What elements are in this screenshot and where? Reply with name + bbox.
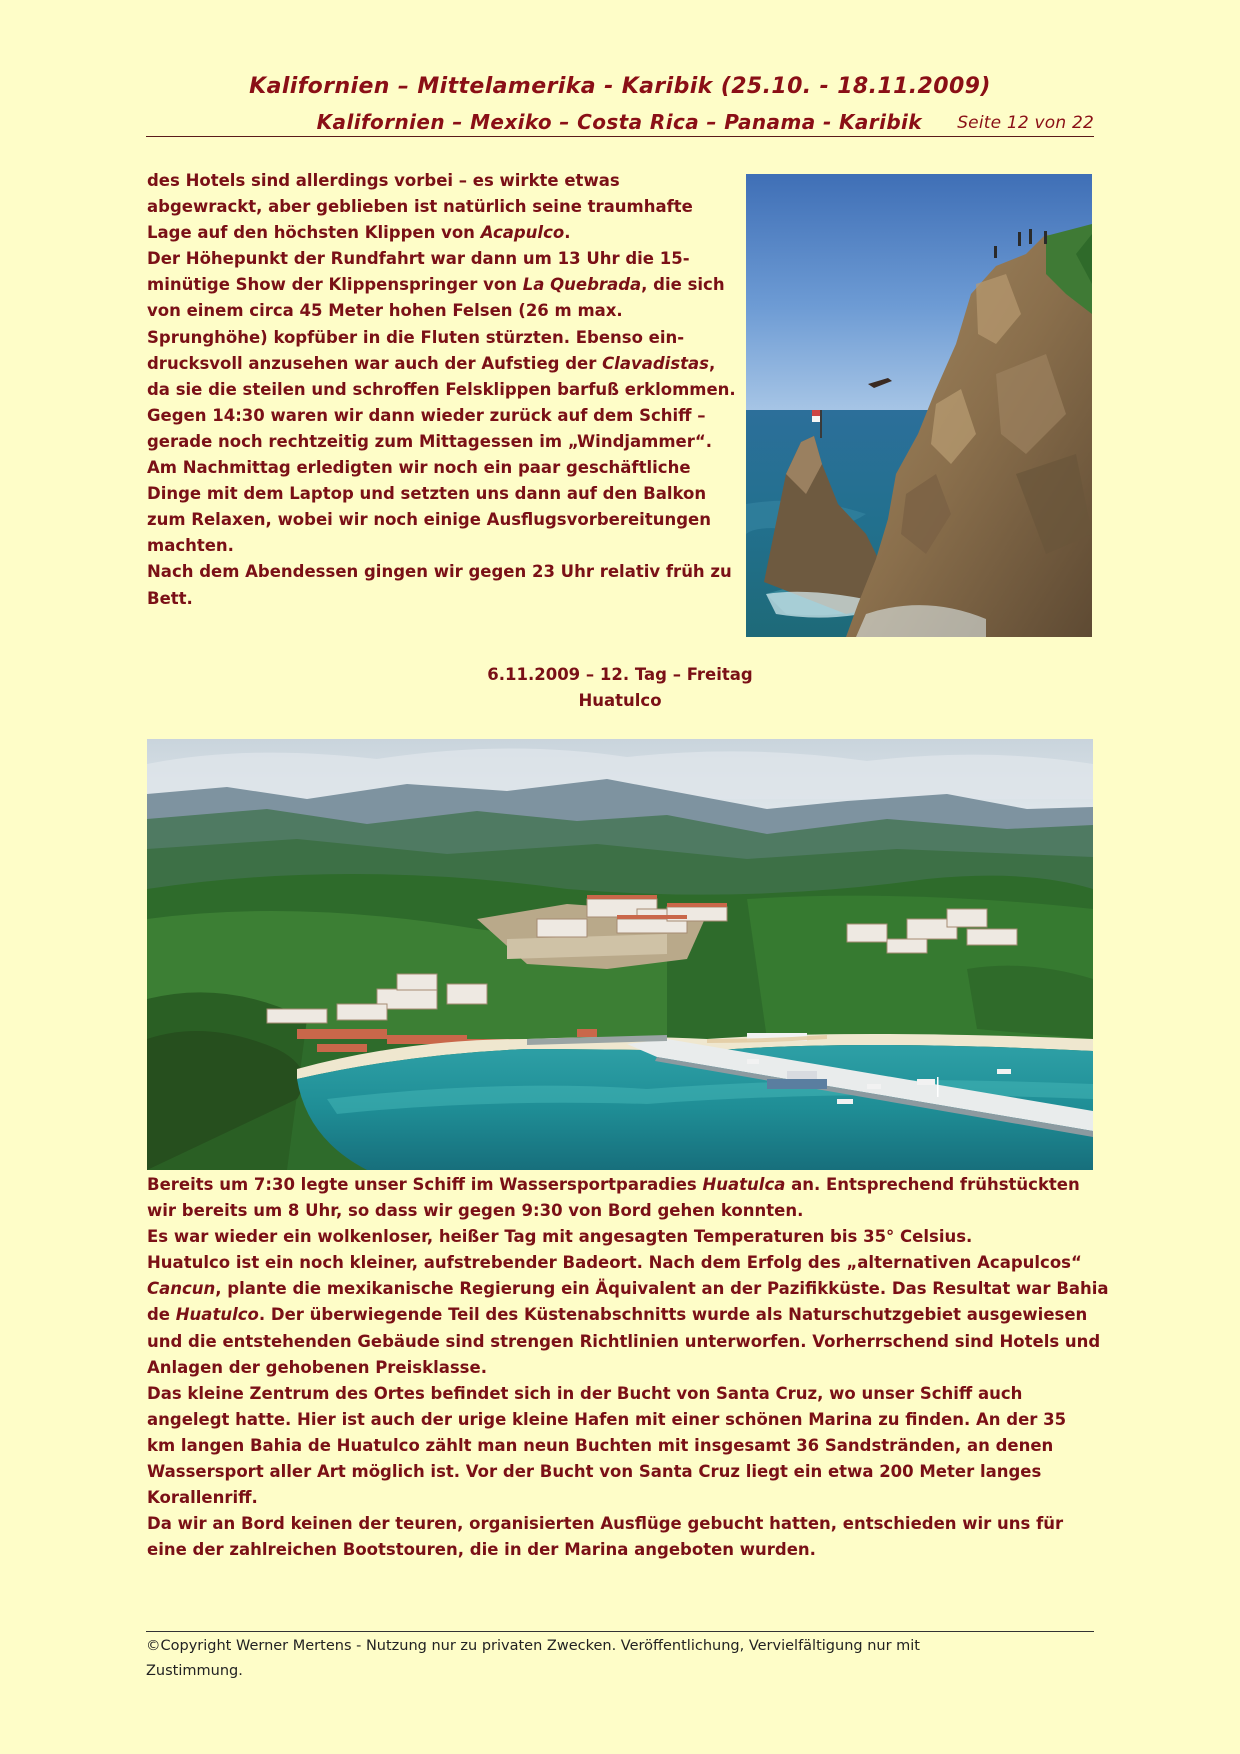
place-name-cancun: Cancun: [147, 1279, 216, 1299]
text-line: [147, 1276, 1109, 1302]
text-line: da sie die steilen und schroffen Felsklippen barfuß erklommen.: [147, 379, 736, 399]
text-span: ,: [709, 353, 716, 373]
text-line: [147, 220, 727, 246]
text-line: gerade noch rechtzeitig zum Mittagessen im „Windjammer“.: [147, 431, 712, 451]
text-line: [147, 1302, 1093, 1328]
text-span: , die sich: [641, 275, 725, 295]
text-line: zum Relaxen, wobei wir noch einige Ausflugsvorbereitungen: [147, 510, 711, 530]
document-subtitle: Kalifornien – Mexiko – Costa Rica – Panama - Karibik: [316, 110, 922, 134]
document-title: Kalifornien – Mittelamerika - Karibik (25.10. - 18.11.2009): [249, 74, 991, 99]
place-name-acapulco: Acapulco: [480, 223, 565, 243]
text-span: Bereits um 7:30 legte unser Schiff im Wassersportparadies: [147, 1175, 703, 1194]
cliff-diver-photo: [746, 174, 1092, 637]
text-line: Korallenriff.: [147, 1488, 258, 1508]
text-line: wir bereits um 8 Uhr, so dass wir gegen 9:30 von Bord gehen konnten.: [147, 1201, 804, 1221]
text-line: Anlagen der gehobenen Preisklasse.: [147, 1357, 487, 1377]
text-line: [147, 1172, 1093, 1198]
text-line: abgewrackt, aber geblieben ist natürlich seine traumhafte: [147, 197, 693, 217]
footer-divider: [146, 1631, 1094, 1632]
text-span: de: [147, 1305, 176, 1325]
text-span: .: [564, 223, 571, 243]
copyright-footer: [146, 1634, 1094, 1683]
huatulco-bay-photo: [147, 739, 1093, 1170]
header-subtitle-bar: [146, 110, 1094, 137]
text-span: minütige Show der Klippenspringer von: [147, 275, 523, 295]
text-line: und die entstehenden Gebäude sind strengen Richtlinien unterworfen. Vorherrschend sind Hotels und: [147, 1331, 1101, 1351]
footer-line: Zustimmung.: [146, 1662, 243, 1679]
intro-text: [147, 168, 736, 612]
text-line: des Hotels sind allerdings vorbei – es wirkte etwas: [147, 171, 620, 190]
day-place: Huatulco: [578, 691, 662, 710]
text-span: an. Entsprechend frühstückten: [785, 1175, 1080, 1194]
text-line: Der Höhepunkt der Rundfahrt war dann um 13 Uhr die 15-: [147, 249, 690, 269]
text-span: Lage auf den höchsten Klippen von: [147, 223, 481, 243]
text-line: von einem circa 45 Meter hohen Felsen (26 m max.: [147, 301, 623, 321]
text-line: angelegt hatte. Hier ist auch der urige kleine Hafen mit einer schönen Marina zu finden. An der 35: [147, 1409, 1067, 1429]
place-name-huatulca: Huatulca: [702, 1175, 786, 1194]
text-line: machten.: [147, 536, 234, 556]
page-number: Seite 12 von 22: [957, 113, 1094, 133]
text-line: Es war wieder ein wolkenloser, heißer Tag mit angesagten Temperaturen bis 35° Celsius.: [147, 1227, 973, 1247]
text-line: Wassersport aller Art möglich ist. Vor der Bucht von Santa Cruz liegt ein etwa 200 Meter langes: [147, 1462, 1042, 1482]
text-line: [147, 351, 727, 377]
text-line: Nach dem Abendessen gingen wir gegen 23 Uhr relativ früh zu: [147, 562, 732, 582]
text-line: [147, 272, 727, 298]
day-date-line: 6.11.2009 – 12. Tag – Freitag: [487, 665, 753, 684]
text-span: , plante die mexikanische Regierung ein Äquivalent an der Pazifikküste. Das Resultat war Bahia: [215, 1279, 1109, 1299]
text-span: . Der überwiegende Teil des Küstenabschnitts wurde als Naturschutzgebiet ausgewiesen: [258, 1305, 1088, 1325]
place-name-la-quebrada: La Quebrada: [522, 275, 642, 295]
text-line: Gegen 14:30 waren wir dann wieder zurück auf dem Schiff –: [147, 405, 706, 425]
text-line: Da wir an Bord keinen der teuren, organisierten Ausflüge gebucht hatten, entschieden wir uns für: [147, 1514, 1064, 1534]
term-clavadistas: Clavadistas: [602, 353, 709, 373]
main-text: [147, 1172, 1109, 1563]
text-line: Huatulco ist ein noch kleiner, aufstrebender Badeort. Nach dem Erfolg des „alternativen Acapulcos“: [147, 1253, 1082, 1273]
day-heading: [146, 662, 1094, 714]
footer-line: ©Copyright Werner Mertens - Nutzung nur zu privaten Zwecken. Veröffentlichung, Vervielfältigung nur mit: [146, 1638, 920, 1654]
place-name-huatulco: Huatulco: [175, 1305, 259, 1325]
text-line: Sprunghöhe) kopfüber in die Fluten stürzten. Ebenso ein-: [147, 327, 685, 347]
text-line: eine der zahlreichen Bootstouren, die in der Marina angeboten wurden.: [147, 1540, 816, 1560]
text-line: km langen Bahia de Huatulco zählt man neun Buchten mit insgesamt 36 Sandstränden, an denen: [147, 1435, 1054, 1455]
text-line: Dinge mit dem Laptop und setzten uns dann auf den Balkon: [147, 484, 707, 504]
text-span: drucksvoll anzusehen war auch der Aufstieg der: [147, 353, 603, 373]
text-line: Bett.: [147, 588, 193, 608]
text-line: Am Nachmittag erledigten wir noch ein paar geschäftliche: [147, 458, 691, 478]
text-line: Das kleine Zentrum des Ortes befindet sich in der Bucht von Santa Cruz, wo unser Schiff auch: [147, 1383, 1023, 1403]
